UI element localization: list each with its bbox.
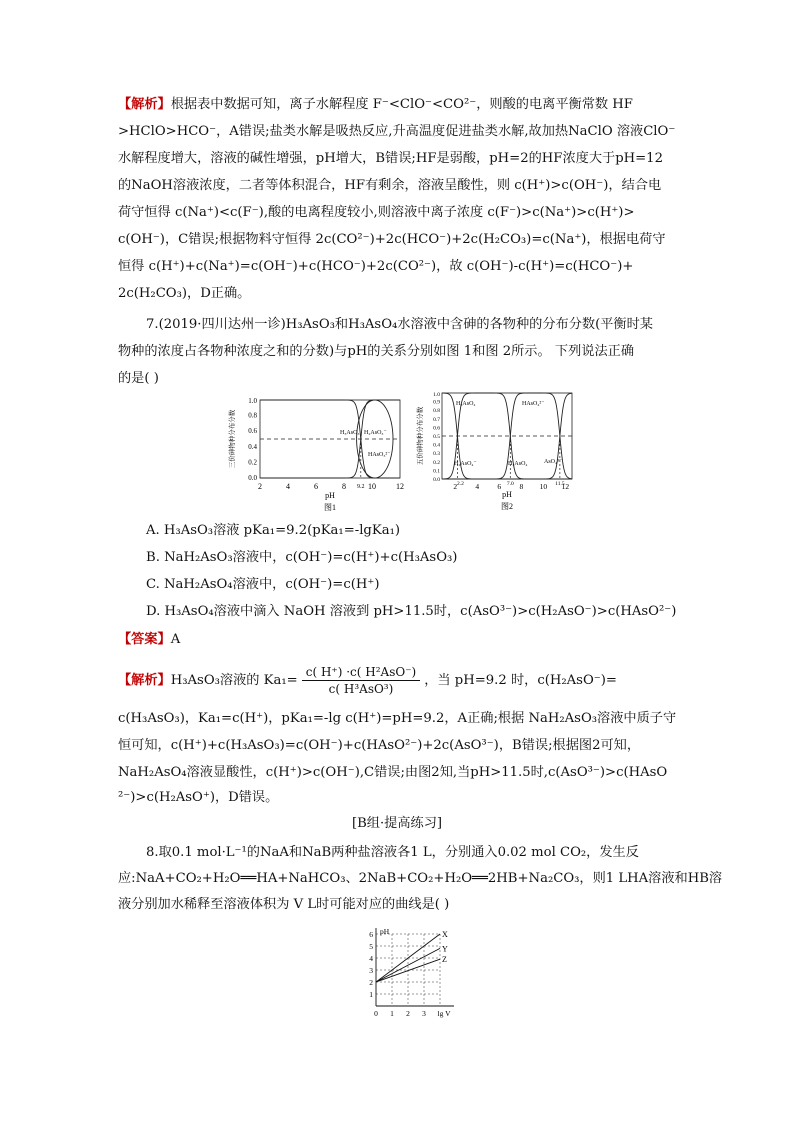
fig2-ytick: 0.9 [433, 399, 440, 406]
fig2-ytick: 0.3 [433, 451, 440, 458]
fig2-label-1: H₃AsO₄ [456, 401, 476, 407]
ka1-numerator: c( H⁺) ·c( H²AsO⁻) [302, 664, 421, 681]
analysis2-line-1 [118, 664, 678, 697]
analysis1-text-1: 根据表中数据可知，离子水解程度 F⁻<ClO⁻<CO²⁻，则酸的电离平衡常数 HF [170, 97, 633, 112]
ka1-fraction [302, 664, 421, 697]
fig3-ytick: 1 [369, 990, 373, 999]
fig1-ylabel: 三价砷物种分布分数 [229, 409, 236, 469]
fig2-xtick: 4 [475, 482, 480, 491]
fig2-label-4: AsO₄³⁻ [544, 459, 563, 465]
fig2-xtick: 10 [539, 482, 548, 491]
q7-answer-line [118, 631, 678, 649]
fig2-ytick: 0.0 [433, 477, 440, 483]
ka1-denominator: c( H³AsO³) [328, 682, 394, 696]
fig1-label-1: H₃AsO₃ [340, 430, 360, 436]
answer-value: A [170, 632, 181, 647]
fig1-xtick: 2 [258, 482, 262, 491]
fig1-caption: 图1 [324, 503, 336, 512]
figure-2 [414, 387, 584, 517]
fig3-ytick: 2 [369, 978, 373, 987]
fig3-label-y: Y [442, 944, 448, 954]
fig3-xtick: 2 [406, 1009, 410, 1018]
figure-1 [226, 394, 411, 514]
fig3-ytick: 3 [369, 966, 373, 975]
fig2-ytick: 0.5 [433, 434, 440, 440]
q8-line-1: 8.取0.1 mol·L⁻¹的NaA和NaB两种盐溶液各1 L，分别通入0.02 mol CO₂，发生反 [146, 845, 639, 860]
analysis2-line-5: ²⁻)>c(H₂AsO⁺)，D错误。 [118, 790, 279, 805]
fig1-ytick: 0.8 [248, 411, 257, 420]
fig2-ytick: 1.0 [433, 392, 440, 398]
fig3-xtick: 3 [422, 1009, 426, 1018]
fig1-pka-label: 9.2 [357, 484, 365, 490]
fig2-label-5: H₃AsO₄ [508, 461, 528, 467]
fig3-ytick: 6 [369, 930, 373, 939]
analysis1-line-5: 荷守恒得 c(Na⁺)<c(F⁻),酸的电离程度较小,则溶液中离子浓度 c(F⁻)>c(Na⁺)>c(H⁺)> [118, 205, 635, 220]
fig3-xtick: 0 [374, 1009, 378, 1018]
fig2-pka-label: 2.2 [456, 481, 464, 487]
analysis2-line-3: 恒可知，c(H⁺)+c(H₃AsO₃)=c(OH⁻)+c(HAsO²⁻)+2c(AsO³⁻)，B错误;根据图2可知， [118, 738, 641, 753]
q7-line-1: 7.(2019·四川达州一诊)H₃AsO₃和H₃AsO₄水溶液中含砷的各物种的分布分数(平衡时某 [146, 317, 653, 332]
analysis2-post: ，当 pH=9.2 时，c(H₂AsO⁻)= [424, 673, 617, 688]
fig2-label-2: H₂AsO₄⁻ [454, 461, 477, 467]
fig3-xtick: lg V [437, 1009, 451, 1018]
section-title: [B组·提高练习] [351, 816, 443, 831]
fig3-xtick: 1 [390, 1009, 394, 1018]
figure-3 [356, 922, 466, 1022]
analysis1-line-8: 2c(H₂CO₃)，D正确。 [118, 286, 251, 301]
fig3-line-y [376, 948, 440, 982]
fig2-ytick: 0.6 [433, 425, 440, 432]
fig3-label-z: Z [442, 955, 447, 965]
fig1-ytick: 0.6 [248, 427, 257, 436]
fig1-label-3: HAsO₃²⁻ [368, 452, 391, 458]
fig2-pka-label: 11.5 [555, 481, 565, 487]
fig1-xtick: 6 [314, 482, 318, 491]
fig3-ytick: 5 [369, 942, 373, 951]
answer-tag: 【答案】 [118, 632, 171, 647]
q7-option-a: A. H₃AsO₃溶液 pKa₁=9.2(pKa₁=-lgKa₁) [146, 523, 401, 538]
fig2-ytick: 0.4 [433, 442, 440, 449]
analysis1-line-7: 恒得 c(H⁺)+c(Na⁺)=c(OH⁻)+c(HCO⁻)+2c(CO²⁻)，故 c(OH⁻)-c(H⁺)=c(HCO⁻)+ [118, 259, 634, 274]
fig2-label-3: HAsO₄²⁻ [522, 401, 545, 407]
fig1-label-2: H₂AsO₃⁻ [364, 430, 387, 436]
fig1-xtick: 10 [368, 482, 376, 491]
fig2-ytick: 0.7 [433, 416, 440, 423]
q8-line-2: 应:NaA+CO₂+H₂O══HA+NaHCO₃、2NaB+CO₂+H₂O══2HB+Na₂CO₃，则1 LHA溶液和HB溶 [118, 871, 723, 886]
analysis1-line-4: 的NaOH溶液浓度，二者等体积混合，HF有剩余，溶液呈酸性，则 c(H⁺)>c(OH⁻)，结合电 [118, 178, 662, 193]
fig1-xtick: 12 [396, 482, 404, 491]
fig2-ytick: 0.8 [433, 408, 440, 415]
fig2-xlabel: pH [502, 490, 512, 499]
fig1-xlabel: pH [325, 491, 335, 500]
fig1-xtick: 4 [286, 482, 290, 491]
q8-line-3: 液分别加水稀释至溶液体积为 V L时可能对应的曲线是( ) [118, 897, 450, 912]
fig1-ytick: 1.0 [248, 397, 257, 405]
analysis1-tag: 【解析】 [118, 97, 171, 112]
fig3-ylabel: pH [380, 927, 390, 936]
fig1-ytick: 0.2 [248, 458, 257, 467]
q7-option-c: C. NaH₂AsO₄溶液中，c(OH⁻)=c(H⁺) [146, 577, 380, 592]
q7-option-b: B. NaH₂AsO₃溶液中，c(OH⁻)=c(H⁺)+c(H₃AsO₃) [146, 550, 458, 565]
fig2-xtick: 6 [497, 482, 502, 491]
fig3-ytick: 4 [369, 954, 373, 963]
fig2-ytick: 0.1 [433, 468, 440, 475]
fig2-xtick: 12 [561, 482, 570, 491]
fig2-ylabel: 五价砷物种分布分数 [417, 406, 424, 466]
fig2-caption: 图2 [501, 502, 513, 511]
fig2-ytick: 0.2 [433, 459, 440, 466]
analysis1-line-1 [118, 96, 678, 114]
fig2-xtick: 2 [453, 482, 458, 491]
fig1-xtick: 8 [342, 482, 346, 491]
fig3-label-x: X [442, 930, 448, 939]
analysis2-pre: H₃AsO₃溶液的 Ka₁= [170, 673, 298, 688]
q7-option-d: D. H₃AsO₄溶液中滴入 NaOH 溶液到 pH>11.5时，c(AsO³⁻)>c(H₂AsO⁻)>c(HAsO²⁻) [146, 604, 677, 619]
analysis2-line-2: c(H₃AsO₃)，Ka₁=c(H⁺)，pKa₁=-lg c(H⁺)=pH=9.2，A正确;根据 NaH₂AsO₃溶液中质子守 [118, 711, 677, 726]
analysis1-line-2: >HClO>HCO⁻，A错误;盐类水解是吸热反应,升高温度促进盐类水解,故加热NaClO 溶液ClO⁻ [118, 124, 676, 139]
analysis1-line-3: 水解程度增大，溶液的碱性增强，pH增大，B错误;HF是弱酸，pH=2的HF浓度大于pH=12 [118, 151, 663, 166]
q7-line-3: 的是( ) [118, 371, 159, 386]
analysis2-line-4: NaH₂AsO₄溶液显酸性，c(H⁺)>c(OH⁻),C错误;由图2知,当pH>11.5时,c(AsO³⁻)>c(HAsO [118, 765, 668, 780]
fig2-xtick: 8 [519, 482, 524, 491]
fig1-ytick: 0.0 [248, 474, 257, 482]
analysis2-tag: 【解析】 [118, 673, 171, 688]
fig2-pka-label: 7.0 [506, 481, 514, 487]
analysis1-line-6: c(OH⁻)，C错误;根据物料守恒得 2c(CO²⁻)+2c(HCO⁻)+2c(H₂CO₃)=c(Na⁺)，根据电荷守 [118, 232, 666, 247]
fig1-ytick: 0.4 [248, 442, 257, 451]
q7-line-2: 物种的浓度占各物种浓度之和的分数)与pH的关系分别如图 1和图 2所示。 下列说法正确 [118, 344, 635, 359]
